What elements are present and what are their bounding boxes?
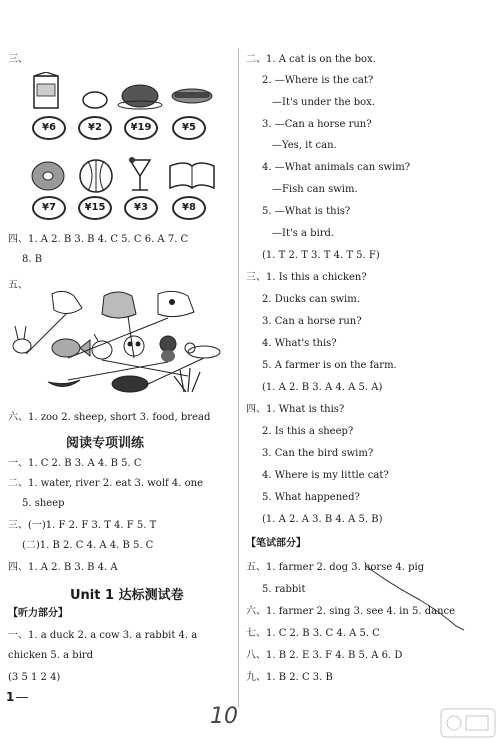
answer-line: 七、1. C 2. B 3. C 4. A 5. C [246, 628, 380, 639]
answer-line: —It's under the box. [272, 97, 375, 108]
price-coin: ¥19 [124, 116, 158, 140]
milk-carton-icon [34, 72, 58, 108]
price-coin: ¥6 [32, 116, 66, 140]
animal-food-scene-icon [52, 291, 194, 318]
monkey-icon [160, 336, 176, 362]
answer-line: 四、1. What is this? [246, 404, 345, 415]
price-coin: ¥8 [172, 196, 206, 220]
answer-line: —It's a bird. [272, 228, 335, 239]
answer-line: 4. What's this? [262, 338, 337, 349]
section-4-line2: 8. B [22, 254, 43, 265]
reading-q4: 四、1. A 2. B 3. B 4. A [8, 562, 118, 573]
section-5-label: 五、 [8, 280, 28, 291]
page-number-rule [16, 697, 28, 698]
dog-icon [185, 343, 220, 358]
goat-icon [92, 334, 112, 359]
answer-line: 5. A farmer is on the farm. [262, 360, 397, 371]
answer-line: 5. What happened? [262, 492, 360, 503]
food-pictures-row2 [30, 152, 220, 196]
price-coin: ¥3 [124, 196, 158, 220]
answer-line: 五、1. farmer 2. dog 3. horse 4. pig [246, 562, 425, 573]
panda-icon [124, 336, 144, 356]
banana-icon [48, 380, 80, 387]
watermelon-icon [80, 160, 112, 192]
answer-line: 2. Ducks can swim. [262, 294, 360, 305]
food-pictures-row1 [30, 72, 220, 112]
fish-icon [52, 339, 90, 357]
drink-glass-icon [129, 157, 150, 190]
answer-line: (1. A 2. B 3. A 4. A 5. A) [262, 382, 383, 393]
donut-icon [32, 162, 64, 190]
handwritten-number: 10 [210, 704, 238, 729]
answer-line: 2. Is this a sheep? [262, 426, 354, 437]
page-number: 1 [6, 690, 15, 704]
answer-line: 二、1. A cat is on the box. [246, 54, 376, 65]
listening-q1-line2: chicken 5. a bird [8, 650, 94, 661]
answer-line: 三、1. Is this a chicken? [246, 272, 367, 283]
price-coin: ¥7 [32, 196, 66, 220]
reading-q2-line1: 二、1. water, river 2. eat 3. wolf 4. one [8, 478, 203, 489]
answer-line: 4. —What animals can swim? [262, 162, 411, 173]
answer-line: (1. T 2. T 3. T 4. T 5. F) [262, 250, 380, 261]
grass-icon [174, 368, 200, 392]
answer-line: —Fish can swim. [272, 184, 358, 195]
reading-q3-line2: (二)1. B 2. C 4. A 4. B 5. C [22, 540, 154, 551]
written-section-label: 【笔试部分】 [246, 538, 306, 549]
answer-line: 六、1. farmer 2. sing 3. see 4. in 5. dance [246, 606, 456, 617]
pen-stroke-icon [360, 560, 470, 640]
price-coin: ¥15 [78, 196, 112, 220]
reading-q3-line1: 三、(一)1. F 2. F 3. T 4. F 5. T [8, 520, 157, 531]
answer-line: 5. —What is this? [262, 206, 351, 217]
reading-heading: 阅读专项训练 [66, 436, 145, 451]
answer-line: 3. Can the bird swim? [262, 448, 374, 459]
section-6-line: 六、1. zoo 2. sheep, short 3. food, bread [8, 412, 211, 423]
left-column [0, 0, 240, 742]
answer-line: 3. Can a horse run? [262, 316, 362, 327]
answer-line: 八、1. B 2. E 3. F 4. B 5. A 6. D [246, 650, 403, 661]
listening-q1-line3: (3 5 1 2 4) [8, 672, 61, 683]
answer-line: (1. A 2. A 3. B 4. A 5. B) [262, 514, 383, 525]
meat-icon [112, 376, 148, 392]
answer-line: 4. Where is my little cat? [262, 470, 389, 481]
unit-test-heading: Unit 1 达标测试卷 [70, 588, 184, 603]
matching-exercise-picture [8, 288, 232, 398]
price-coin: ¥5 [172, 116, 206, 140]
answer-line: —Yes, it can. [272, 140, 337, 151]
listening-q1-line1: 一、1. a duck 2. a cow 3. a rabbit 4. a [8, 630, 198, 641]
egg-icon [83, 92, 107, 108]
section-3-label: 三、 [8, 54, 28, 65]
hot-dog-icon [172, 89, 212, 103]
book-icon [170, 163, 214, 188]
section-4-line1: 四、1. A 2. B 3. B 4. C 5. C 6. A 7. C [8, 234, 189, 245]
reading-q2-line2: 5. sheep [22, 498, 65, 509]
rabbit-icon [13, 326, 31, 353]
reading-q1: 一、1. C 2. B 3. A 4. B 5. C [8, 458, 142, 469]
watermark-logo-icon [440, 708, 496, 738]
listening-section-label: 【听力部分】 [8, 608, 68, 619]
answer-line: 5. rabbit [262, 584, 306, 595]
answer-line: 2. —Where is the cat? [262, 75, 374, 86]
roast-chicken-icon [118, 85, 162, 109]
right-column [240, 0, 500, 742]
price-coin: ¥2 [78, 116, 112, 140]
answer-line: 九、1. B 2. C 3. B [246, 672, 333, 683]
answer-line: 3. —Can a horse run? [262, 119, 372, 130]
